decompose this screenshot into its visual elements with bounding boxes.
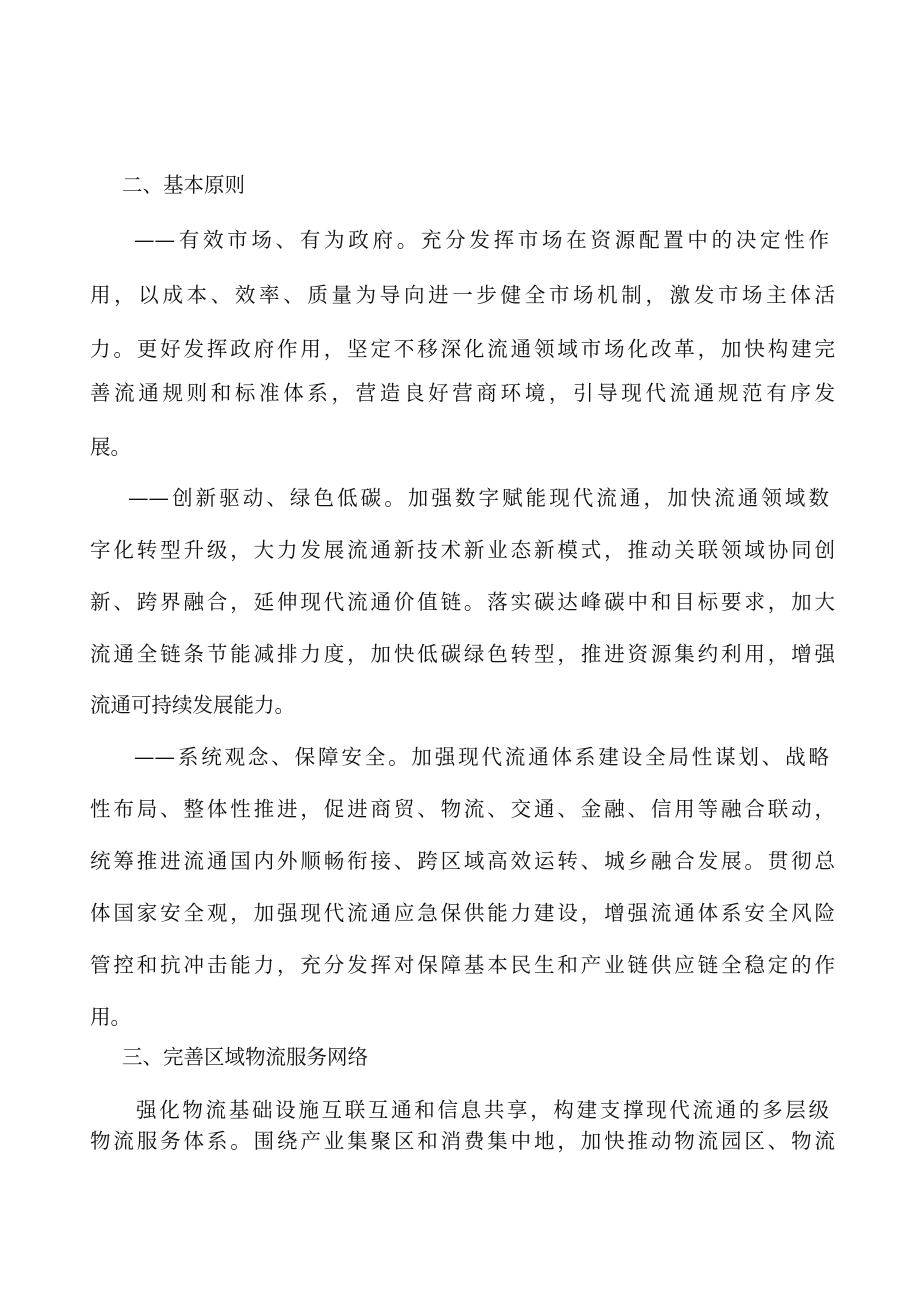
principle2-line: 字化转型升级，大力发展流通新技术新业态新模式，推动关联领域协同创 <box>90 538 835 562</box>
principle3-line: 性布局、整体性推进，促进商贸、物流、交通、金融、信用等融合联动， <box>90 797 835 821</box>
principle2-line: 新、跨界融合，延伸现代流通价值链。落实碳达峰碳中和目标要求，加大 <box>90 590 835 614</box>
principle1-line: 力。更好发挥政府作用，坚定不移深化流通领域市场化改革，加快构建完 <box>90 337 835 361</box>
section-heading-logistics-network: 三、完善区域物流服务网络 <box>122 1045 368 1069</box>
principle1-line: 用，以成本、效率、质量为导向进一步健全市场机制，激发市场主体活 <box>90 283 835 307</box>
principle1-line: ——有效市场、有为政府。充分发挥市场在资源配置中的决定性作 <box>134 228 829 252</box>
principle3-line: ——系统观念、保障安全。加强现代流通体系建设全局性谋划、战略 <box>134 745 829 769</box>
principle3-line: 体国家安全观，加强现代流通应急保供能力建设，增强流通体系安全风险 <box>90 901 835 925</box>
principle2-line: 流通可持续发展能力。 <box>90 693 295 717</box>
principle3-line: 统筹推进流通国内外顺畅衔接、跨区域高效运转、城乡融合发展。贯彻总 <box>90 849 835 873</box>
principle2-line: ——创新驱动、绿色低碳。加强数字赋能现代流通，加快流通领域数 <box>128 486 829 510</box>
principle1-line: 善流通规则和标准体系，营造良好营商环境，引导现代流通规范有序发 <box>90 381 835 405</box>
principle2-line: 流通全链条节能减排力度，加快低碳绿色转型，推进资源集约利用，增强 <box>90 642 835 666</box>
principle3-line: 管控和抗冲击能力，充分发挥对保障基本民生和产业链供应链全稳定的作 <box>90 953 835 977</box>
principle3-line: 用。 <box>90 1005 131 1029</box>
section-heading-basic-principles: 二、基本原则 <box>122 173 245 197</box>
section3-para-line: 物流服务体系。围绕产业集聚区和消费集中地，加快推动物流园区、物流 <box>90 1129 835 1153</box>
section3-para-line: 强化物流基础设施互联互通和信息共享，构建支撑现代流通的多层级 <box>136 1098 829 1122</box>
principle1-line: 展。 <box>90 435 131 459</box>
